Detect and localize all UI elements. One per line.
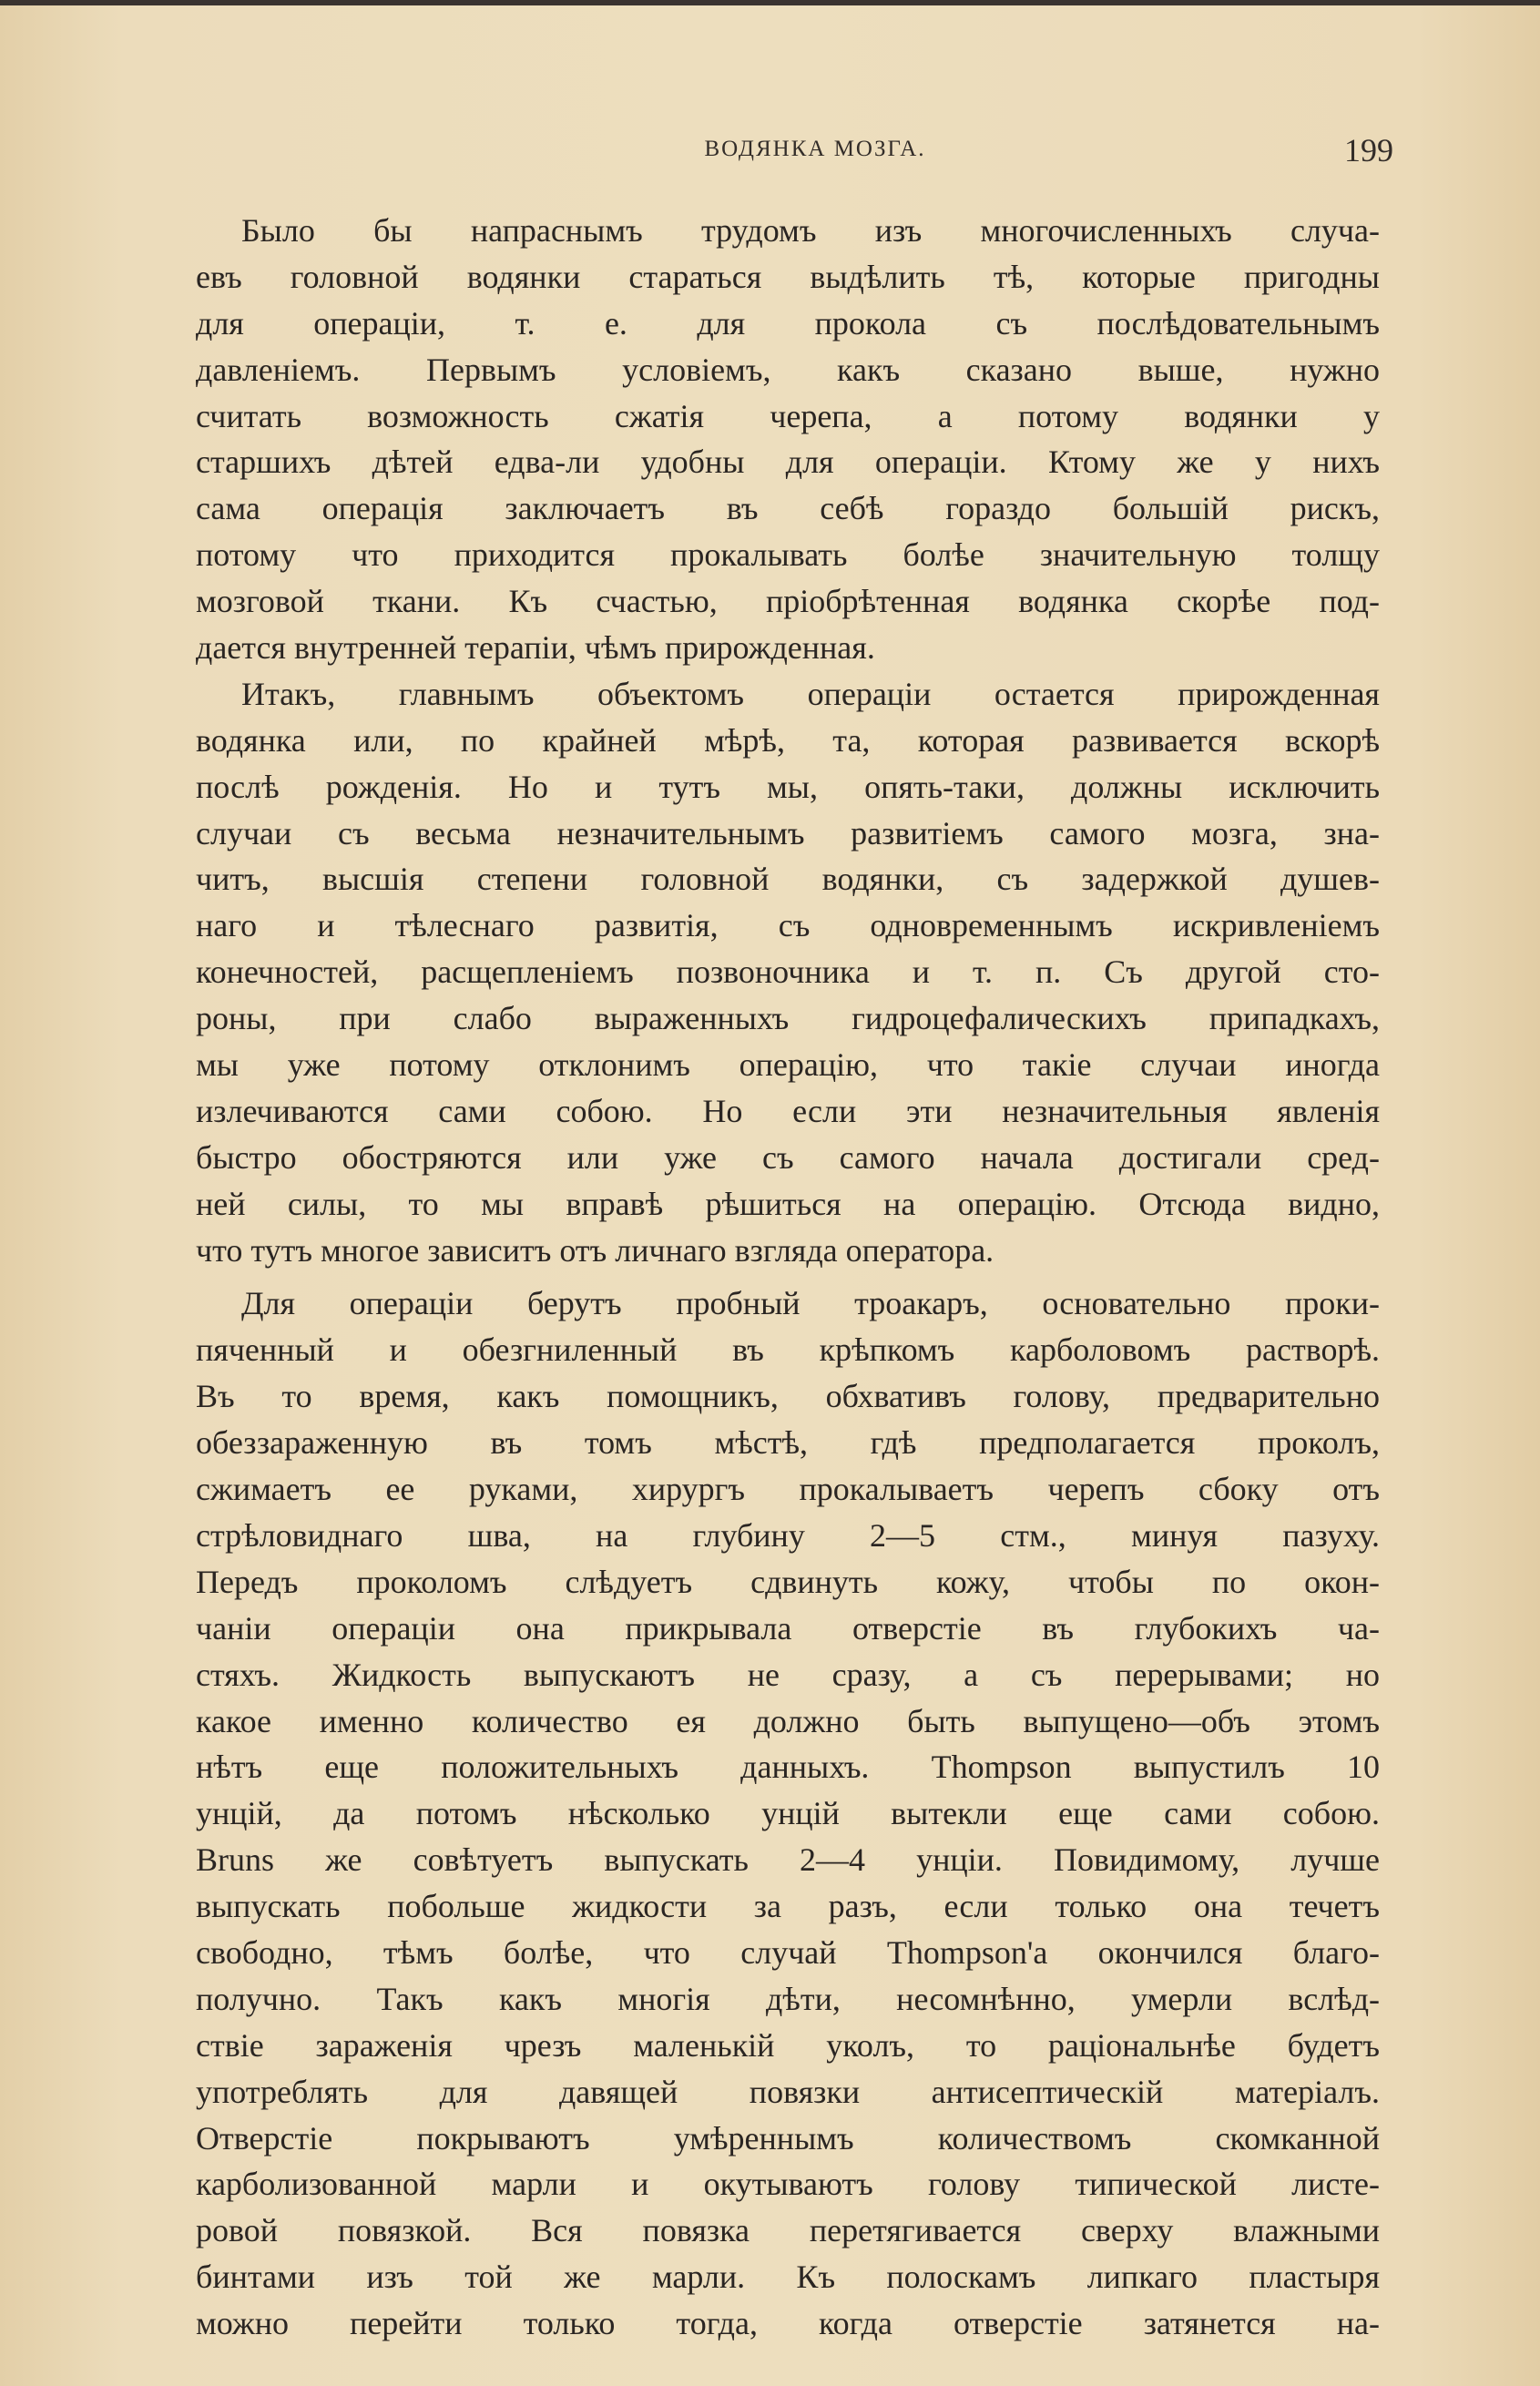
- text-line: сама операція заключаетъ въ себѣ гораздо большій рискъ,: [196, 490, 1380, 527]
- text-line: Отверстіе покрываютъ умѣреннымъ количествомъ скомканной: [196, 2119, 1380, 2157]
- text-line: Было бы напраснымъ трудомъ изъ многочисленныхъ случа-: [241, 212, 1380, 249]
- text-line: бинтами изъ той же марли. Къ полоскамъ липкаго пластыря: [196, 2259, 1380, 2296]
- text-line: какое именно количество ея должно быть выпущено—объ этомъ: [196, 1702, 1380, 1739]
- text-line: употреблять для давящей повязки антисептическій матеріалъ.: [196, 2073, 1380, 2110]
- text-line: ней силы, то мы вправѣ рѣшиться на операцію. Отсюда видно,: [196, 1185, 1380, 1222]
- text-line: Передъ проколомъ слѣдуетъ сдвинуть кожу, чтобы по окон-: [196, 1563, 1380, 1600]
- text-line: обеззараженную въ томъ мѣстѣ, гдѣ предполагается проколъ,: [196, 1424, 1380, 1462]
- text-line: стяхъ. Жидкость выпускаютъ не сразу, а съ перерывами; но: [196, 1656, 1380, 1693]
- text-line: излечиваются сами собою. Но если эти незначительныя явленія: [196, 1092, 1380, 1129]
- text-line: для операціи, т. е. для прокола съ послѣдовательнымъ: [196, 304, 1380, 342]
- text-line: старшихъ дѣтей едва-ли удобны для операціи. Ктому же у нихъ: [196, 444, 1380, 481]
- text-line: можно перейти только тогда, когда отверстіе затянется на-: [196, 2305, 1380, 2342]
- body-text: [196, 208, 1380, 2347]
- text-line: читъ, высшія степени головной водянки, съ задержкой душев-: [196, 861, 1380, 898]
- text-line: водянка или, по крайней мѣрѣ, та, которая развивается вскорѣ: [196, 721, 1380, 759]
- text-line: сжимаетъ ее руками, хирургъ прокалываетъ черепъ сбоку отъ: [196, 1471, 1380, 1508]
- text-line: унцій, да потомъ нѣсколько унцій вытекли еще сами собою.: [196, 1795, 1380, 1832]
- text-line: мы уже потому отклонимъ операцію, что такіе случаи иногда: [196, 1046, 1380, 1084]
- text-line: конечностей, расщепленіемъ позвоночника и т. п. Съ другой сто-: [196, 953, 1380, 991]
- text-line: Въ то время, какъ помощникъ, обхвативъ голову, предварительно: [196, 1378, 1380, 1415]
- text-line: дается внутренней терапіи, чѣмъ прирожденная.: [196, 629, 875, 667]
- page-number: 199: [1344, 132, 1393, 168]
- text-line: нѣтъ еще положительныхъ данныхъ. Thompson выпустилъ 10: [196, 1749, 1380, 1786]
- text-line: давленіемъ. Первымъ условіемъ, какъ сказано выше, нужно: [196, 351, 1380, 388]
- text-line: роны, при слабо выраженныхъ гидроцефалическихъ припадкахъ,: [196, 1000, 1380, 1037]
- running-head: [237, 132, 1393, 173]
- text-line: быстро обостряются или уже съ самого начала достигали сред-: [196, 1138, 1380, 1176]
- text-line: карболизованной марли и окутываютъ голову типической листе-: [196, 2166, 1380, 2203]
- text-line: потому что приходится прокалывать болѣе значительную толщу: [196, 536, 1380, 574]
- text-line: Итакъ, главнымъ объектомъ операціи остается прирожденная: [241, 675, 1380, 712]
- text-line: наго и тѣлеснаго развитія, съ одновременнымъ искривленіемъ: [196, 907, 1380, 944]
- text-line: ровой повязкой. Вся повязка перетягивается сверху влажными: [196, 2212, 1380, 2249]
- text-line: Для операціи берутъ пробный троакаръ, основательно проки-: [241, 1285, 1380, 1322]
- text-line: стрѣловиднаго шва, на глубину 2—5 стм., минуя пазуху.: [196, 1516, 1380, 1554]
- text-line: чаніи операціи она прикрывала отверстіе въ глубокихъ ча-: [196, 1609, 1380, 1647]
- text-line: Bruns же совѣтуетъ выпускать 2—4 унціи. Повидимому, лучше: [196, 1841, 1380, 1879]
- text-line: мозговой ткани. Къ счастью, пріобрѣтенная водянка скорѣе под-: [196, 583, 1380, 620]
- text-line: случаи съ весьма незначительнымъ развитіемъ самого мозга, зна-: [196, 814, 1380, 851]
- text-line: свободно, тѣмъ болѣе, что случай Thompson'а окончился благо-: [196, 1933, 1380, 1971]
- text-line: считать возможность сжатія черепа, а потому водянки у: [196, 397, 1380, 434]
- text-line: пяченный и обезгниленный въ крѣпкомъ карболовомъ растворѣ.: [196, 1331, 1380, 1369]
- text-line: ствіе зараженія чрезъ маленькій уколъ, то раціональнѣе будетъ: [196, 2026, 1380, 2064]
- scan-edge: [0, 0, 1540, 5]
- text-line: выпускать побольше жидкости за разъ, если только она течетъ: [196, 1888, 1380, 1925]
- running-title: ВОДЯНКА МОЗГА.: [704, 137, 926, 161]
- text-line: евъ головной водянки стараться выдѣлить тѣ, которые пригодны: [196, 258, 1380, 295]
- text-line: что тутъ многое зависитъ отъ личнаго взгляда оператора.: [196, 1231, 994, 1269]
- text-line: получно. Такъ какъ многія дѣти, несомнѣнно, умерли вслѣд-: [196, 1980, 1380, 2017]
- text-line: послѣ рожденія. Но и тутъ мы, опять-таки, должны исключить: [196, 768, 1380, 805]
